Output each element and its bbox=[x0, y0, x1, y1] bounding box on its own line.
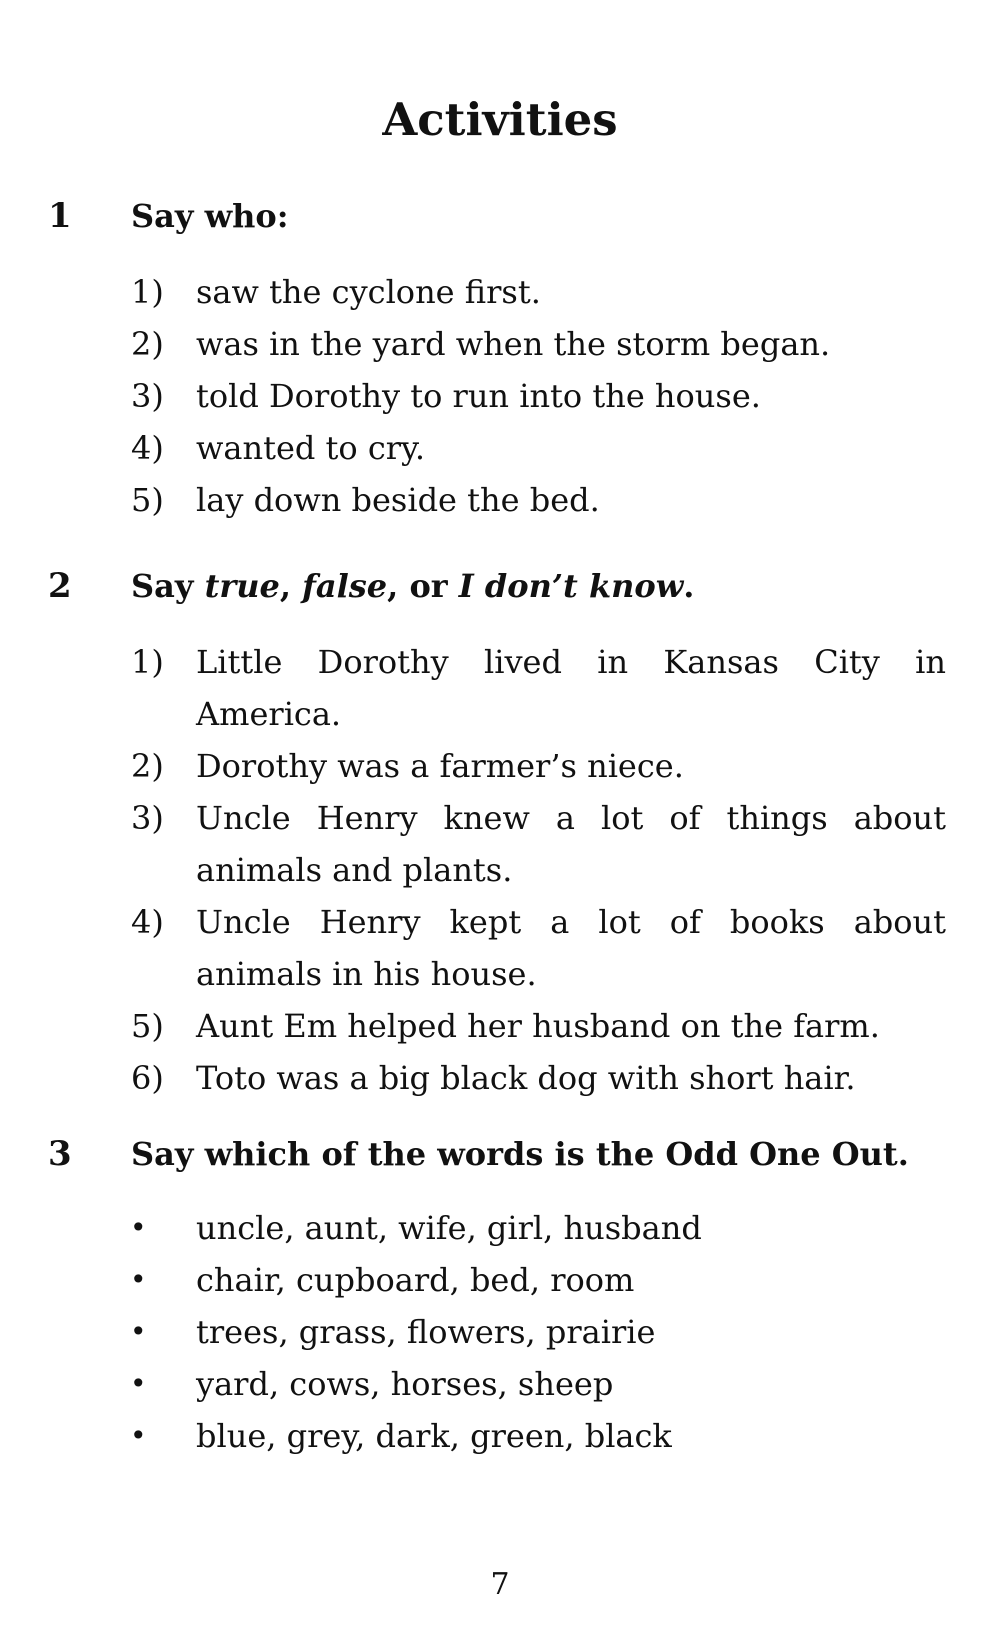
item-text: Dorothy was a farmer’s niece. bbox=[196, 747, 684, 785]
item-number: 1) bbox=[131, 643, 164, 681]
activity-instruction: Say who: bbox=[131, 197, 289, 235]
activity-3-list bbox=[0, 1202, 1000, 1462]
item-number: 6) bbox=[131, 1059, 164, 1097]
item-number: 5) bbox=[131, 481, 164, 519]
activity-2-list bbox=[0, 636, 1000, 1104]
list-item bbox=[0, 636, 1000, 740]
list-item bbox=[0, 1410, 1000, 1462]
item-text: trees, grass, flowers, prairie bbox=[196, 1313, 656, 1351]
instruction-part: , bbox=[279, 567, 303, 605]
item-number: 1) bbox=[131, 273, 164, 311]
instruction-part: , or bbox=[387, 567, 459, 605]
item-number: 4) bbox=[131, 903, 164, 941]
list-item bbox=[0, 1254, 1000, 1306]
item-text: wanted to cry. bbox=[196, 429, 426, 467]
item-number: 2) bbox=[131, 747, 164, 785]
instruction-option-true: true bbox=[204, 567, 280, 605]
list-item bbox=[0, 266, 1000, 318]
item-text: saw the cyclone first. bbox=[196, 273, 541, 311]
activity-instruction bbox=[131, 560, 951, 612]
item-text: Uncle Henry knew a lot of things about animals and plants. bbox=[196, 799, 946, 889]
bullet-icon: • bbox=[130, 1211, 147, 1244]
item-text: Aunt Em helped her husband on the farm. bbox=[196, 1007, 880, 1045]
instruction-part: Say bbox=[131, 567, 205, 605]
bullet-icon: • bbox=[130, 1315, 147, 1348]
list-item bbox=[0, 1202, 1000, 1254]
activity-number: 1 bbox=[48, 196, 72, 236]
item-text: lay down beside the bed. bbox=[196, 481, 600, 519]
list-item bbox=[0, 792, 1000, 896]
item-text: chair, cupboard, bed, room bbox=[196, 1261, 635, 1299]
bullet-icon: • bbox=[130, 1263, 147, 1296]
item-text: blue, grey, dark, green, black bbox=[196, 1417, 672, 1455]
activity-number: 3 bbox=[48, 1134, 72, 1174]
activity-instruction: Say which of the words is the Odd One Out. bbox=[131, 1135, 909, 1173]
item-text: yard, cows, horses, sheep bbox=[196, 1365, 614, 1403]
item-number: 3) bbox=[131, 377, 164, 415]
bullet-icon: • bbox=[130, 1419, 147, 1452]
item-text: uncle, aunt, wife, girl, husband bbox=[196, 1209, 702, 1247]
list-item bbox=[0, 1306, 1000, 1358]
item-text: Uncle Henry kept a lot of books about animals in his house. bbox=[196, 903, 946, 993]
activity-number: 2 bbox=[48, 566, 72, 606]
instruction-part: . bbox=[683, 567, 695, 605]
item-text: told Dorothy to run into the house. bbox=[196, 377, 761, 415]
activity-1-list bbox=[0, 266, 1000, 526]
item-text: was in the yard when the storm began. bbox=[196, 325, 831, 363]
page-title: Activities bbox=[382, 93, 618, 146]
item-text: Toto was a big black dog with short hair. bbox=[196, 1059, 856, 1097]
list-item bbox=[0, 1052, 1000, 1104]
list-item bbox=[0, 318, 1000, 370]
page-number: 7 bbox=[490, 1567, 510, 1602]
instruction-option-false: false bbox=[302, 567, 388, 605]
list-item bbox=[0, 370, 1000, 422]
list-item bbox=[0, 740, 1000, 792]
list-item bbox=[0, 896, 1000, 1000]
list-item bbox=[0, 1000, 1000, 1052]
item-number: 4) bbox=[131, 429, 164, 467]
list-item bbox=[0, 1358, 1000, 1410]
list-item bbox=[0, 474, 1000, 526]
list-item bbox=[0, 422, 1000, 474]
item-text: Little Dorothy lived in Kansas City in America. bbox=[196, 643, 946, 733]
item-number: 3) bbox=[131, 799, 164, 837]
item-number: 5) bbox=[131, 1007, 164, 1045]
instruction-option-dont-know: I don’t know bbox=[458, 567, 684, 605]
bullet-icon: • bbox=[130, 1367, 147, 1400]
item-number: 2) bbox=[131, 325, 164, 363]
